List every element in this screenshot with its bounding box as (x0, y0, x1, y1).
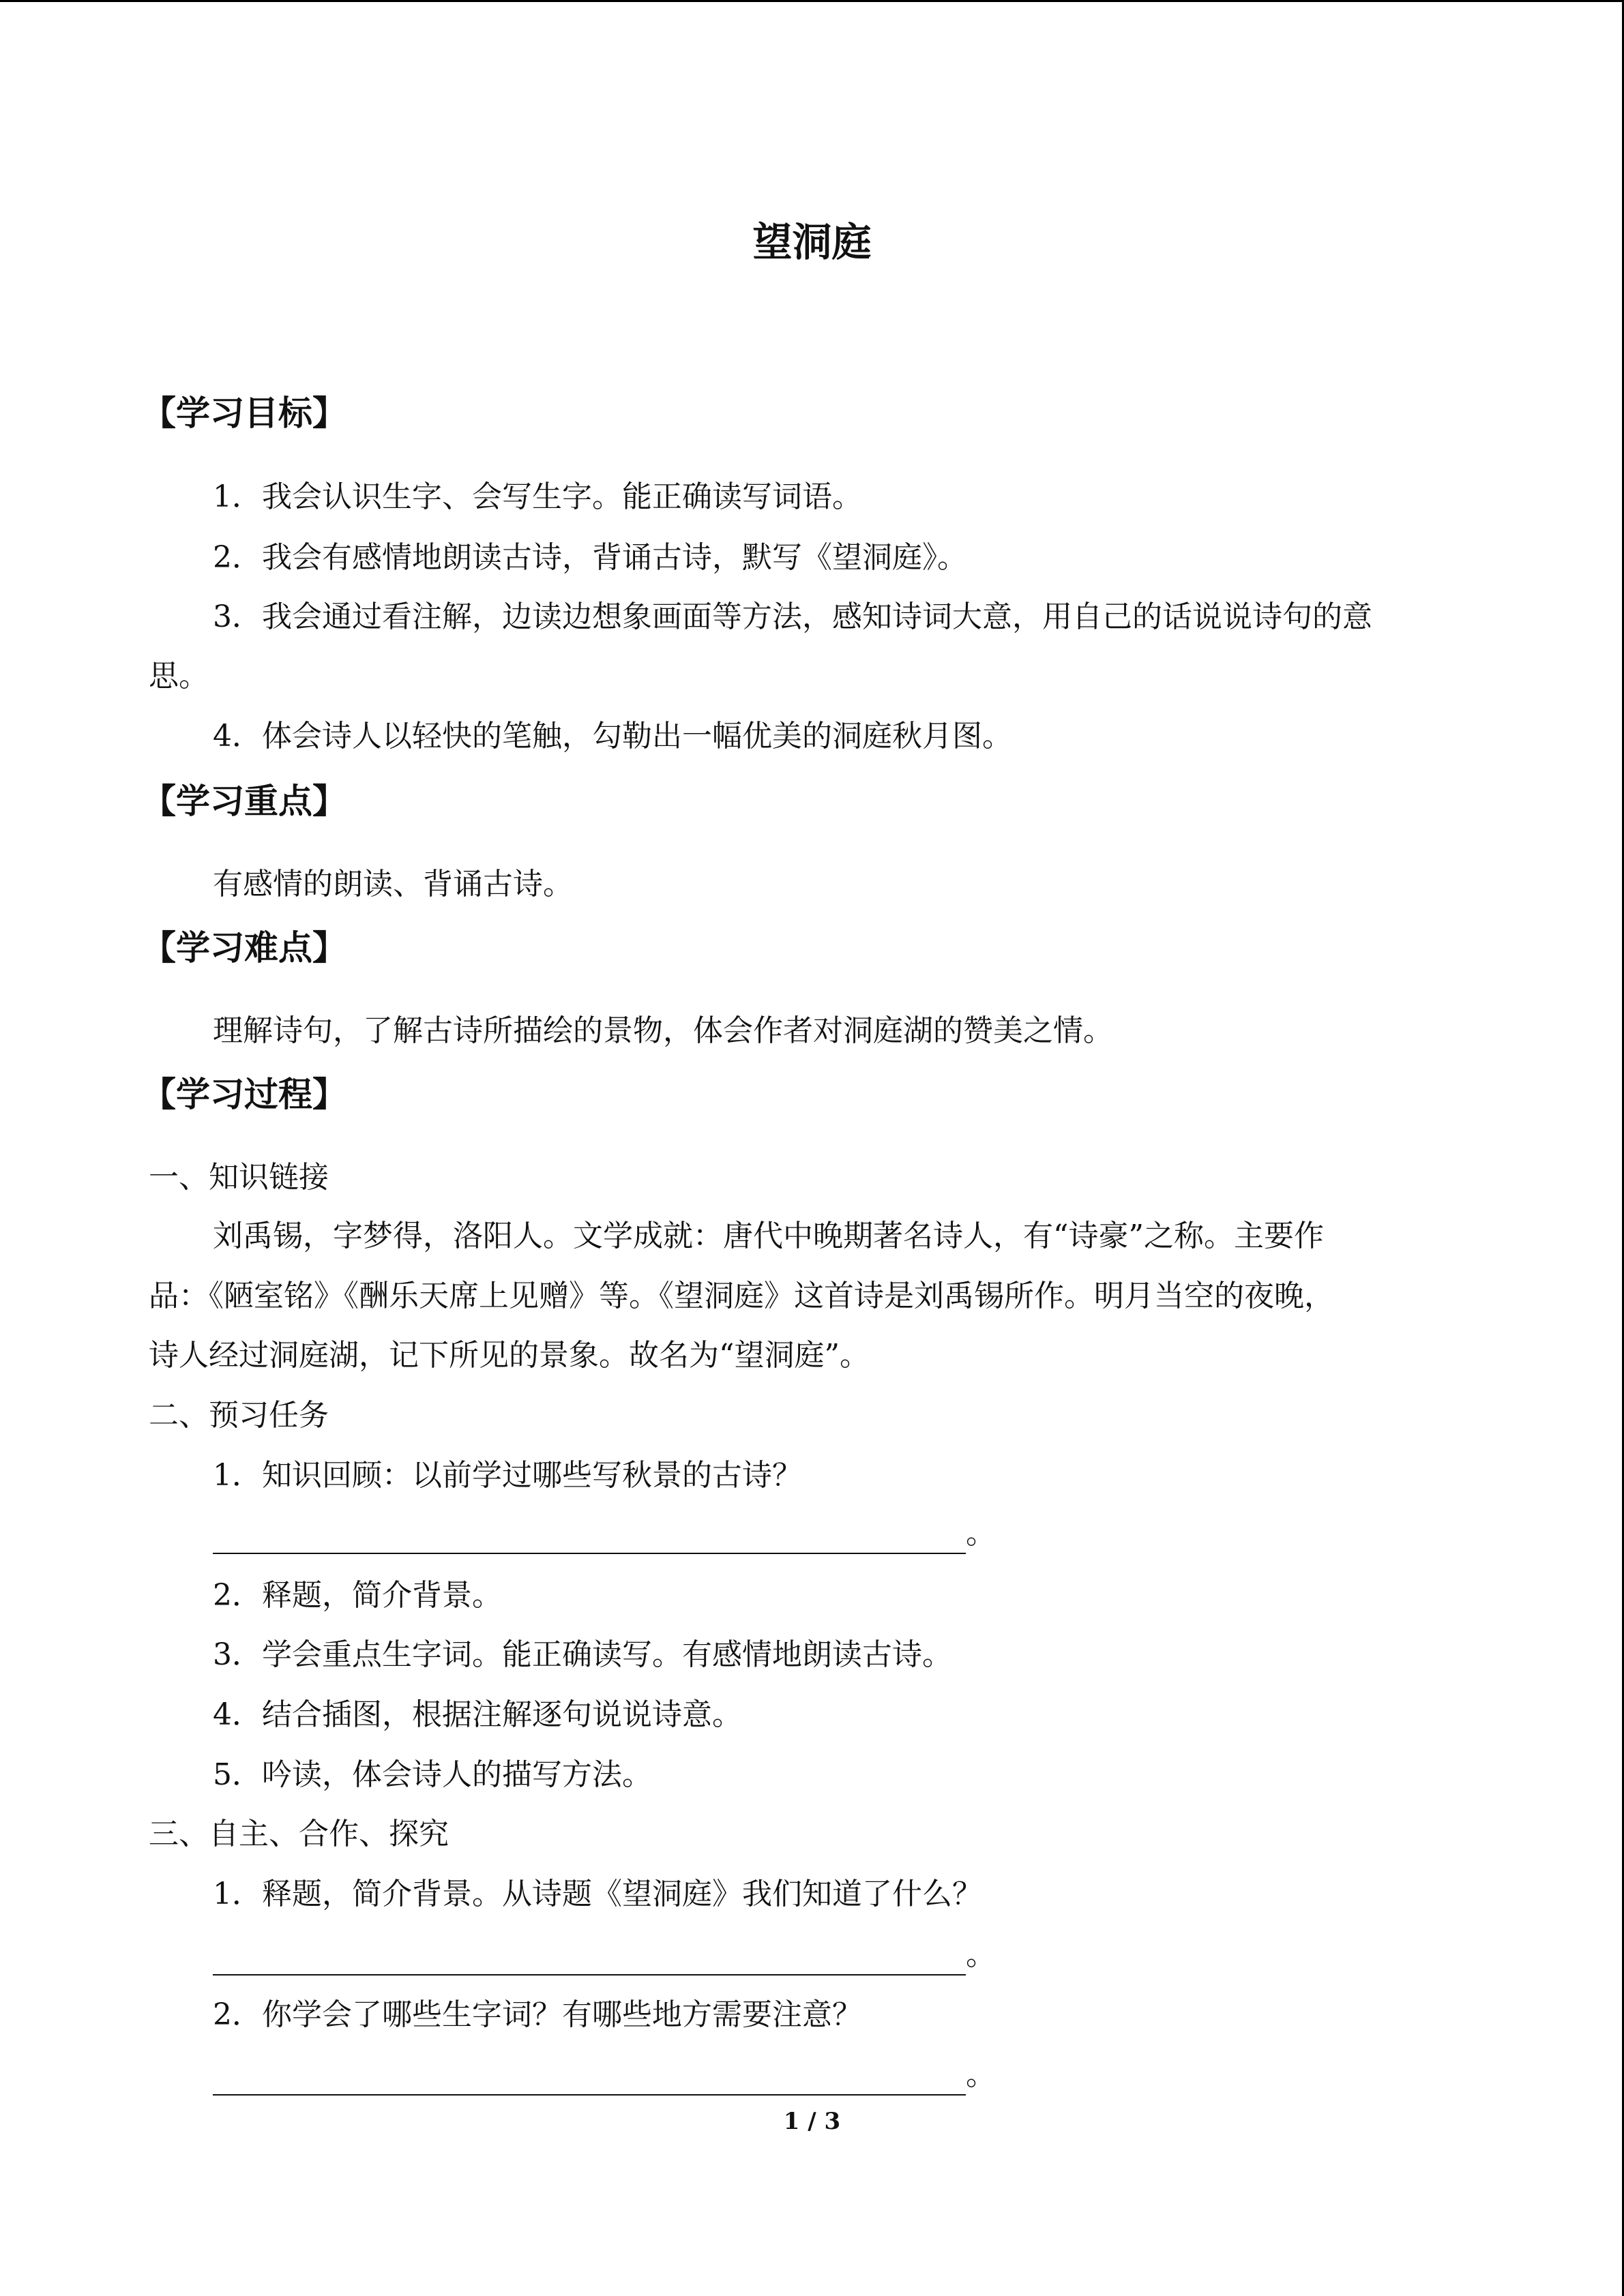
section-heading-key: 【学习重点】 (142, 781, 346, 821)
blank-end-mark: 。 (966, 2057, 996, 2092)
part1-line-3: 诗人经过洞庭湖，记下所见的景象。故名为“望洞庭”。 (149, 1338, 870, 1373)
goal-item-2: 2．我会有感情地朗读古诗，背诵古诗，默写《望洞庭》。 (213, 540, 967, 575)
blank-end-mark: 。 (966, 1937, 996, 1972)
section-heading-process: 【学习过程】 (142, 1075, 346, 1114)
part2-item-3: 3．学会重点生字词。能正确读写。有感情地朗读古诗。 (213, 1637, 952, 1672)
part2-item-5: 5．吟读，体会诗人的描写方法。 (213, 1757, 652, 1792)
part3-heading: 三、自主、合作、探究 (149, 1817, 449, 1851)
part3-item-1: 1．释题，简介背景。从诗题《望洞庭》我们知道了什么？ (213, 1877, 982, 1911)
answer-line (213, 1943, 966, 1976)
goal-item-1: 1．我会认识生字、会写生字。能正确读写词语。 (213, 479, 862, 514)
part1-line-2: 品：《陋室铭》《酬乐天席上见赠》等。《望洞庭》这首诗是刘禹锡所作。明月当空的夜晚， (149, 1279, 1334, 1313)
answer-blank-3[interactable] (213, 2055, 996, 2096)
goal-item-3-continued: 思。 (149, 659, 209, 694)
answer-blank-2[interactable] (213, 1935, 996, 1976)
part1-line-1: 刘禹锡，字梦得，洛阳人。文学成就：唐代中晚期著名诗人，有“诗豪”之称。主要作 (213, 1219, 1324, 1253)
page-title: 望洞庭 (752, 219, 872, 265)
difficulty-text: 理解诗句，了解古诗所描绘的景物，体会作者对洞庭湖的赞美之情。 (213, 1013, 1113, 1048)
goal-item-3: 3．我会通过看注解，边读边想象画面等方法，感知诗词大意，用自己的话说说诗句的意 (213, 599, 1372, 634)
blank-end-mark: 。 (966, 1516, 996, 1551)
part2-item-1: 1．知识回顾：以前学过哪些写秋景的古诗？ (213, 1458, 802, 1493)
page-number: 1 / 3 (783, 2108, 841, 2135)
answer-blank-1[interactable] (213, 1513, 996, 1554)
section-heading-difficulty: 【学习难点】 (142, 928, 346, 968)
part2-item-2: 2．释题，简介背景。 (213, 1578, 502, 1613)
goal-item-4: 4．体会诗人以轻快的笔触，勾勒出一幅优美的洞庭秋月图。 (213, 719, 1012, 754)
section-heading-goals: 【学习目标】 (142, 393, 346, 433)
part3-item-2: 2．你学会了哪些生字词？有哪些地方需要注意？ (213, 1997, 862, 2032)
key-point-text: 有感情的朗读、背诵古诗。 (213, 867, 573, 901)
answer-line (213, 2063, 966, 2096)
part2-heading: 二、预习任务 (149, 1398, 329, 1433)
part1-heading: 一、知识链接 (149, 1160, 329, 1195)
answer-line (213, 1521, 966, 1554)
part2-item-4: 4．结合插图，根据注解逐句说说诗意。 (213, 1697, 742, 1732)
